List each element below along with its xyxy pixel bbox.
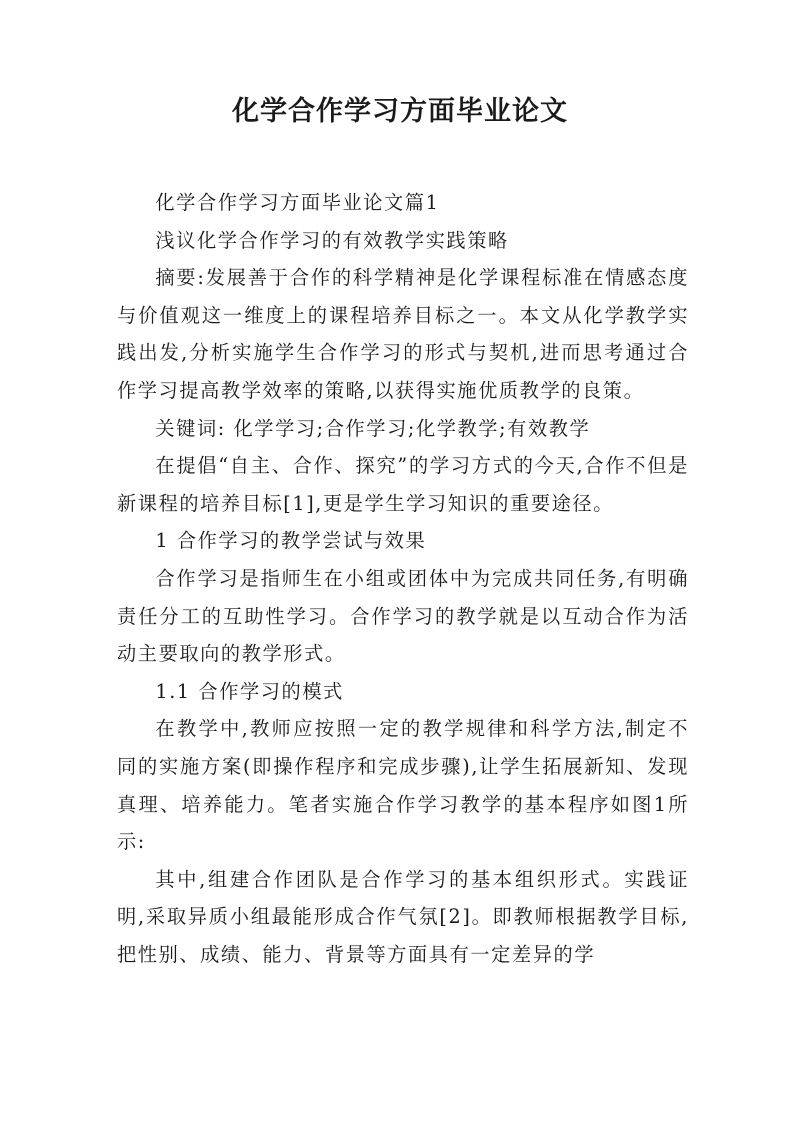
- paragraph-team-building: 其中,组建合作团队是合作学习的基本组织形式。实践证明,采取异质小组最能形成合作气氛[2]。即教师根据教学目标,把性别、成绩、能力、背景等方面具有一定差异的学: [117, 867, 689, 966]
- paragraph-section-heading: 化学合作学习方面毕业论文篇1: [155, 191, 440, 214]
- paragraph-intro: 在提倡“自主、合作、探究”的学习方式的今天,合作不但是新课程的培养目标[1],更是学生学习知识的重要途径。: [117, 454, 689, 515]
- document-body: [117, 184, 689, 973]
- paragraph-teaching-procedure: 在教学中,教师应按照一定的教学规律和科学方法,制定不同的实施方案(即操作程序和完成步骤),让学生拓展新知、发现真理、培养能力。笔者实施合作学习教学的基本程序如图1所示:: [117, 717, 689, 854]
- paragraph-cooperative-definition: 合作学习是指师生在小组或团体中为完成共同任务,有明确责任分工的互助性学习。合作学习的教学就是以互动合作为活动主要取向的教学形式。: [117, 566, 689, 666]
- paragraph-heading-1-1: 1.1 合作学习的模式: [155, 679, 344, 703]
- paragraph-heading-1: 1 合作学习的教学尝试与效果: [155, 529, 427, 553]
- paragraph-abstract: 摘要:发展善于合作的科学精神是化学课程标准在情感态度与价值观这一维度上的课程培养目标之一。本文从化学教学实践出发,分析实施学生合作学习的形式与契机,进而思考通过合作学习提高教学效率的策略,以获得实施优质教学的良策。: [117, 266, 689, 402]
- document-title: 化学合作学习方面毕业论文: [232, 96, 568, 127]
- paragraph-keywords: 关键词: 化学学习;合作学习;化学教学;有效教学: [155, 416, 591, 440]
- paragraph-article-title: 浅议化学合作学习的有效教学实践策略: [155, 228, 509, 252]
